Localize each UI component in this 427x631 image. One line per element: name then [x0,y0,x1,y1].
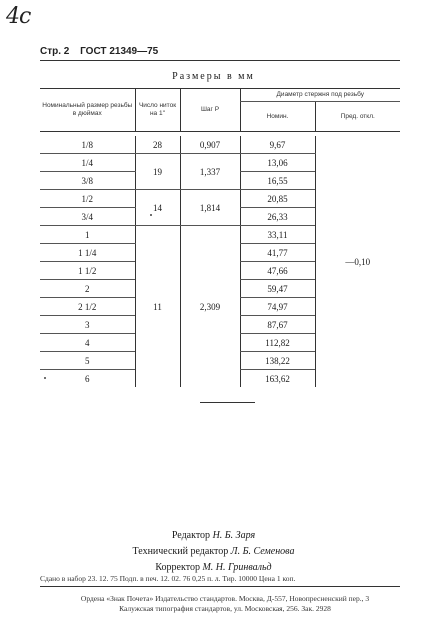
diameter-cell: 138,22 [240,352,315,370]
printer-line: Калужская типография стандартов, ул. Московская, 256. Зак. 2928 [119,604,331,613]
publisher-line: Ордена «Знак Почета» Издательство стандартов. Москва, Д-557, Новопресненский пер., 3 [80,594,370,603]
diameter-cell: 33,11 [240,226,315,244]
size-cell: 1/2 [40,190,135,208]
tech-editor-line: Технический редактор Л. Б. Семенова [132,546,295,557]
threads-cell: 14 [135,190,180,226]
threads-cell: 11 [135,226,180,388]
print-imprint: Сдано в набор 23. 12. 75 Подп. в печ. 12. 02. 76 0,25 п. л. Тир. 10000 Цена 1 коп. [40,574,296,583]
page-header [40,46,166,57]
size-cell: 3/8 [40,172,135,190]
diameter-cell: 87,67 [240,316,315,334]
pitch-cell: 2,309 [180,226,240,388]
diameter-cell: 112,82 [240,334,315,352]
header-nominal-size: Номинальный размер резьбы в дюймах [40,89,135,132]
table-row [40,136,400,154]
header-threads: Число ниток на 1'' [135,89,180,132]
handwritten-page-number: 4с [6,4,31,29]
diameter-cell: 16,55 [240,172,315,190]
size-cell: 1 1/4 [40,244,135,262]
pitch-cell: 1,337 [180,154,240,190]
header-nominal: Номин. [240,102,315,132]
diameter-cell: 26,33 [240,208,315,226]
diameter-cell: 59,47 [240,280,315,298]
diameter-cell: 9,67 [240,136,315,154]
end-rule [200,402,255,403]
size-cell: 3/4 [40,208,135,226]
editor-line: Редактор Н. Б. Заря [171,530,256,541]
pitch-cell: 0,907 [180,136,240,154]
publisher-footer [40,594,410,614]
size-cell: 1/4 [40,154,135,172]
threads-cell: 19 [135,154,180,190]
diameter-cell: 41,77 [240,244,315,262]
header-rod-diameter: Диаметр стержня под резьбу [240,89,400,102]
threads-cell: 28 [135,136,180,154]
header-tolerance: Пред. откл. [315,102,400,132]
size-cell: 5 [40,352,135,370]
diameter-cell: 20,85 [240,190,315,208]
thread-dimensions-table [40,88,400,387]
proofreader-line: Корректор М. Н. Гринвальд [155,562,272,573]
size-cell: 1/8 [40,136,135,154]
footer-rule [40,586,400,587]
page-label: Стр. 2 [40,46,70,57]
size-cell: 1 1/2 [40,262,135,280]
diameter-cell: 163,62 [240,370,315,388]
size-cell: 1 [40,226,135,244]
units-caption: Размеры в мм [172,71,255,82]
credits [0,528,427,576]
size-cell: 2 1/2 [40,298,135,316]
tolerance-cell: —0,10 [315,136,400,387]
header-pitch: Шаг P [180,89,240,132]
diameter-cell: 47,66 [240,262,315,280]
print-speck [150,214,152,216]
size-cell: 2 [40,280,135,298]
header-rule [40,60,400,61]
pitch-cell: 1,814 [180,190,240,226]
print-speck [44,377,46,379]
size-cell: 4 [40,334,135,352]
size-cell: 3 [40,316,135,334]
diameter-cell: 74,97 [240,298,315,316]
diameter-cell: 13,06 [240,154,315,172]
standard-number: ГОСТ 21349—75 [80,46,159,57]
size-cell: 6 [85,373,90,384]
